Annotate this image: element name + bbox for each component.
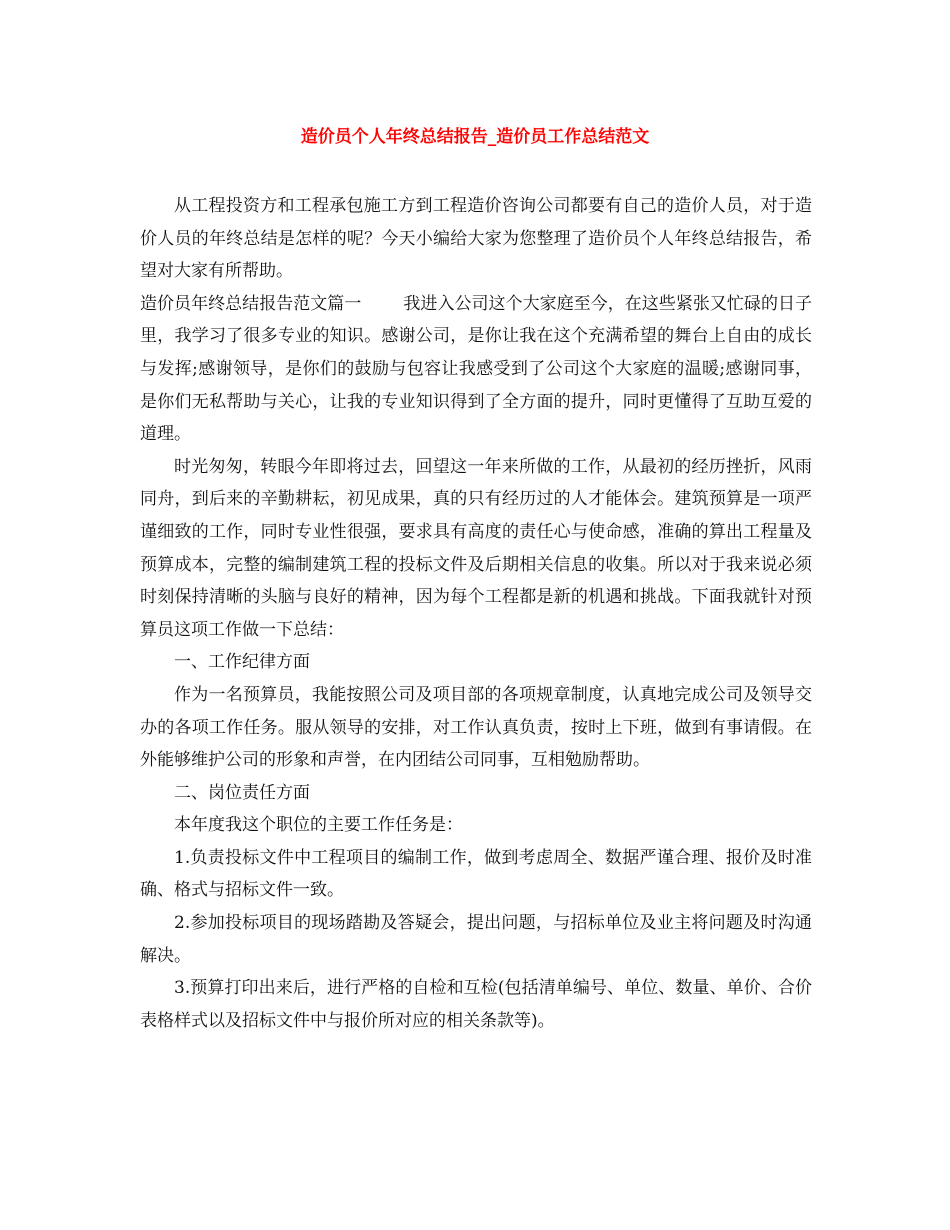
task-item-2: 2.参加投标项目的现场踏勘及答疑会，提出问题，与招标单位及业主将问题及时沟通解决。	[140, 913, 812, 966]
document-body	[140, 190, 812, 1037]
task-item-1: 1.负责投标文件中工程项目的编制工作，做到考虑周全、数据严谨合理、报价及时准确、格式与招标文件一致。	[140, 847, 812, 901]
document-title: 造价员个人年终总结报告_造价员工作总结范文	[300, 127, 650, 147]
task-item-3: 3.预算打印出来后，进行严格的自检和互检(包括清单编号、单位、数量、单价、合价表格样式以及招标文件中与报价所对应的相关条款等)。	[140, 978, 812, 1031]
sample-first-text: 我进入公司这个大家庭至今，在这些紧张又忙碌的日子里，我学习了很多专业的知识。感谢公司，是你让我在这个充满希望的舞台上自由的成长与发挥;感谢领导，是你们的鼓励与包容让我感受到了公司这个大家庭的温暖;感谢同事，是你们无私帮助与关心，让我的专业知识得到了全方面的提升，同时更懂得了互助互爱的道理。	[140, 293, 813, 445]
time-paragraph: 时光匆匆，转眼今年即将过去，回望这一年来所做的工作，从最初的经历挫折，风雨同舟，到后来的辛勤耕耘，初见成果，真的只有经历过的人才能体会。建筑预算是一项严谨细致的工作，同时专业性很强，要求具有高度的责任心与使命感，准确的算出工程量及预算成本，完整的编制建筑工程的投标文件及后期相关信息的收集。所以对于我来说必须时刻保持清晰的头脑与良好的精神，因为每个工程都是新的机遇和挑战。下面我就针对预算员这项工作做一下总结：	[140, 456, 812, 640]
section2-heading: 二、岗位责任方面	[174, 782, 310, 803]
section1-body: 作为一名预算员，我能按照公司及项目部的各项规章制度，认真地完成公司及领导交办的各项工作任务。服从领导的安排，对工作认真负责，按时上下班，做到有事请假。在外能够维护公司的形象和声誉，在内团结公司同事，互相勉励帮助。	[140, 684, 812, 771]
section2-intro: 本年度我这个职位的主要工作任务是：	[174, 815, 463, 836]
sample-first-paragraph	[140, 288, 812, 451]
section1-heading: 一、工作纪律方面	[174, 652, 310, 673]
sample-heading: 造价员年终总结报告范文篇一	[140, 293, 362, 314]
intro-paragraph: 从工程投资方和工程承包施工方到工程造价咨询公司都要有自己的造价人员，对于造价人员的年终总结是怎样的呢？今天小编给大家为您整理了造价员个人年终总结报告，希望对大家有所帮助。	[140, 196, 812, 282]
